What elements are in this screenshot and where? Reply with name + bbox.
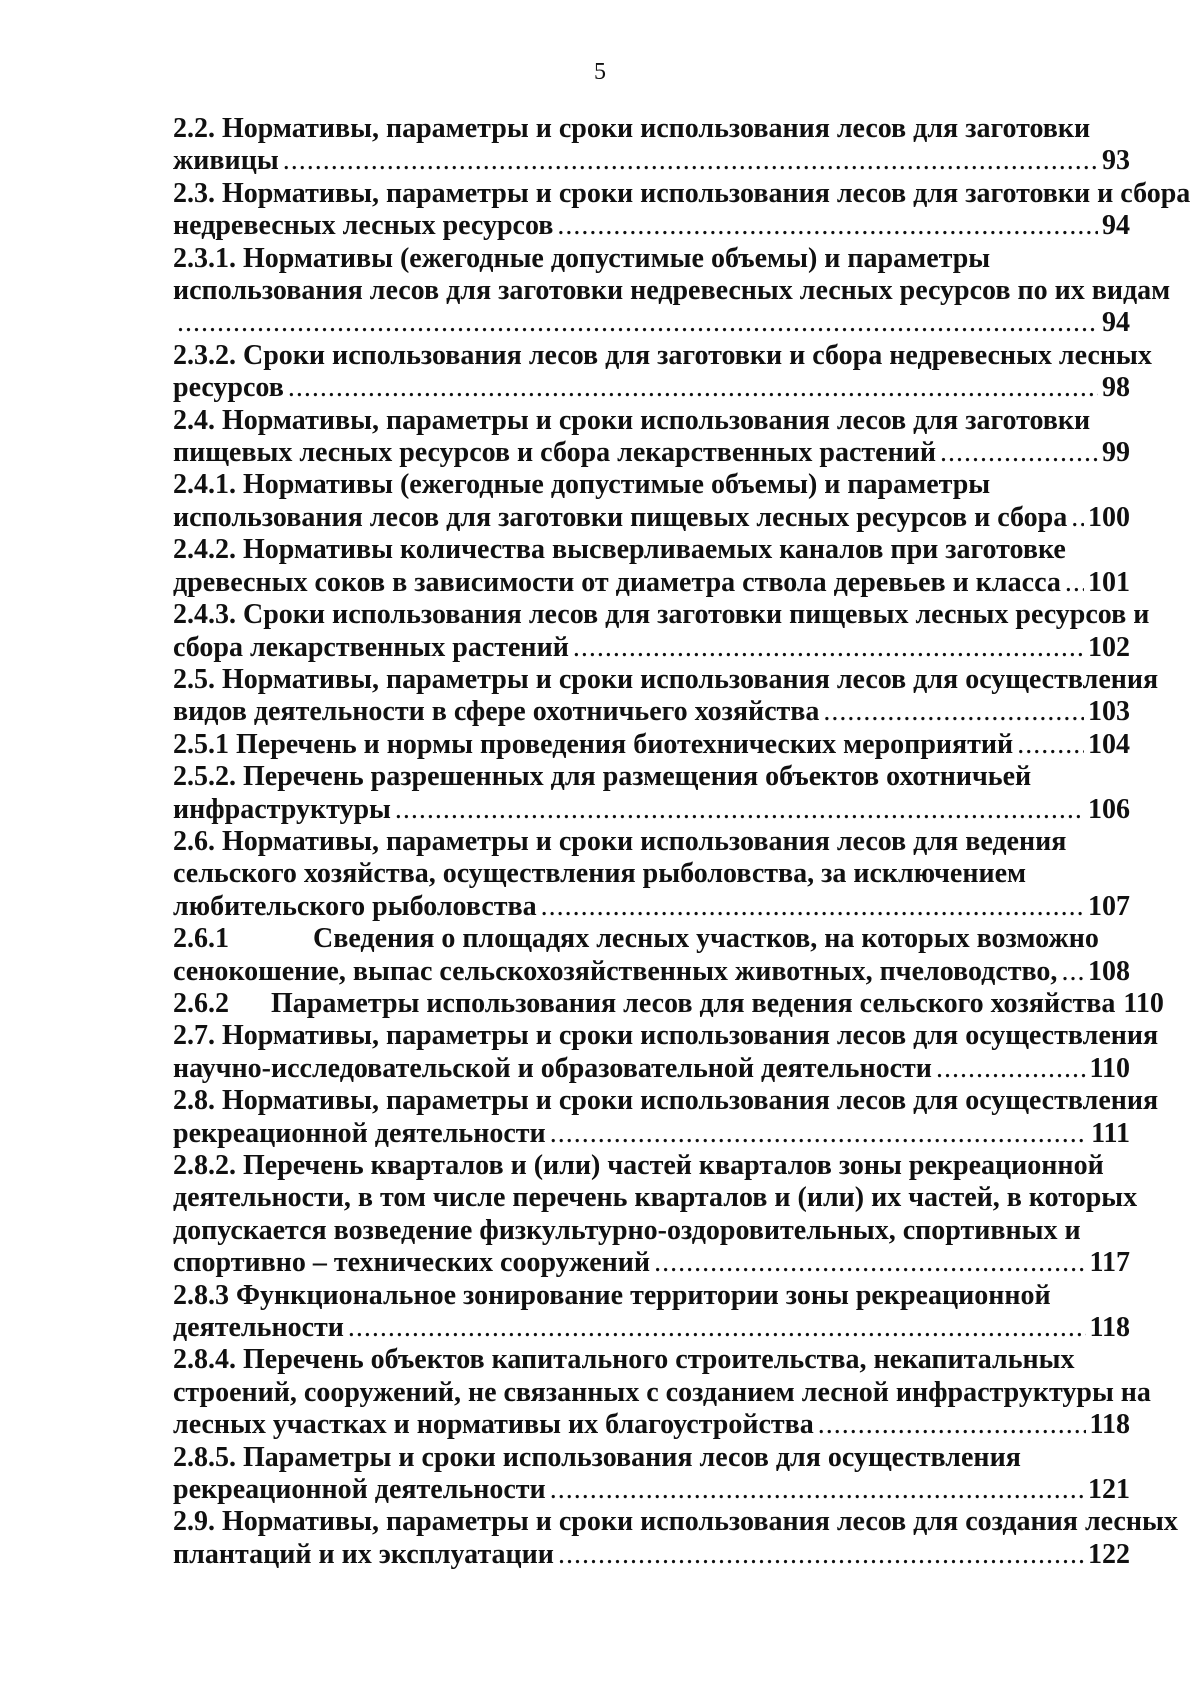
toc-entry-text-line: 2.4.3. Сроки использования лесов для заготовки пищевых лесных ресурсов и: [173, 599, 1150, 631]
toc-page-number: 118: [1089, 1312, 1130, 1344]
toc-entry-text-line: строений, сооружений, не связанных с созданием лесной инфраструктуры на: [173, 1376, 1151, 1408]
toc-entry-text-line: деятельности, в том числе перечень кварталов и (или) их частей, в которых: [173, 1182, 1138, 1214]
toc-entry-leader-line: [173, 372, 1130, 404]
dot-leader: [1071, 502, 1084, 534]
dot-leader: [177, 307, 1098, 339]
toc-entry-text-last: спортивно – технических сооружений: [173, 1247, 651, 1279]
toc-entry-text-line: 2.4.1. Нормативы (ежегодные допустимые объемы) и параметры: [173, 469, 991, 501]
dot-leader: [654, 1247, 1085, 1279]
toc-entry-text-last: инфраструктуры: [173, 793, 391, 825]
toc-page-number: 94: [1102, 307, 1130, 339]
toc-entry[interactable]: [173, 761, 1130, 826]
toc-entry-text-last: сбора лекарственных растений: [173, 631, 569, 663]
toc-entry-text-last: 2.6.2 Параметры использования лесов для ведения сельского хозяйства: [173, 987, 1116, 1019]
toc-entry-text-last: лесных участках и нормативы их благоустройства: [173, 1409, 814, 1441]
toc-entry-text-line: 2.8. Нормативы, параметры и сроки использования лесов для осуществления: [173, 1085, 1159, 1117]
toc-entry-text-last: рекреационной деятельности: [173, 1474, 546, 1506]
toc-entry-leader-line: [173, 956, 1130, 988]
dot-leader: [558, 1539, 1084, 1571]
toc-entry-leader-line: [173, 145, 1130, 177]
toc-entry-text-last: видов деятельности в сфере охотничьего хозяйства: [173, 696, 820, 728]
toc-entry[interactable]: [173, 663, 1159, 729]
toc-entry-text-line: 2.5.2. Перечень разрешенных для размещения объектов охотничьей: [173, 761, 1032, 793]
toc-entry-text-last: любительского рыболовства: [173, 890, 537, 922]
toc-entry-text-line: 2.8.4. Перечень объектов капитального строительства, некапитальных: [173, 1344, 1075, 1376]
toc-entry-text-last: древесных соков в зависимости от диаметра ствола деревьев и класса: [173, 566, 1061, 598]
toc-entry-text-last: рекреационной деятельности: [173, 1117, 546, 1149]
toc-page-number: 106: [1088, 793, 1130, 825]
toc-entry-text-last: использования лесов для заготовки пищевых лесных ресурсов и сбора: [173, 501, 1068, 533]
toc-entry-text-line: 2.9. Нормативы, параметры и сроки использования лесов для создания лесных: [173, 1506, 1178, 1538]
toc-entry-text-line: 2.8.2. Перечень кварталов и (или) частей кварталов зоны рекреационной: [173, 1150, 1104, 1181]
toc-entry-leader-line: [173, 1118, 1130, 1150]
toc-entry-text-line: 2.2. Нормативы, параметры и сроки использования лесов для заготовки: [173, 113, 1091, 144]
toc-page-number: 99: [1102, 437, 1130, 469]
toc-entry[interactable]: [173, 826, 1130, 923]
toc-page-number: 107: [1088, 890, 1130, 922]
toc-entry[interactable]: [173, 534, 1130, 599]
dot-leader: [395, 794, 1084, 826]
toc-entry[interactable]: [173, 1150, 1138, 1280]
toc-entry[interactable]: [173, 339, 1152, 405]
toc-entry-leader-line: [173, 1409, 1130, 1441]
toc-entry[interactable]: [173, 405, 1130, 470]
toc-page-number: 98: [1102, 372, 1130, 404]
toc-page-number: 110: [1123, 987, 1164, 1019]
toc-entry-text-last: деятельности: [173, 1312, 344, 1344]
toc-entry-leader-line: [173, 567, 1130, 599]
toc-entry[interactable]: [173, 113, 1130, 178]
toc-entry-leader-line: [173, 1312, 1130, 1344]
toc-entry-text-line: сельского хозяйства, осуществления рыболовства, за исключением: [173, 858, 1027, 890]
table-of-contents: [173, 113, 1191, 1571]
toc-page-number: 108: [1088, 955, 1130, 987]
toc-entry-leader-line: [173, 696, 1130, 728]
toc-entry[interactable]: [173, 1280, 1130, 1345]
toc-entry-leader-line: [173, 502, 1130, 534]
toc-entry[interactable]: [173, 987, 1164, 1020]
toc-entry-text-line: 2.5. Нормативы, параметры и сроки использования лесов для осуществления: [173, 663, 1159, 695]
toc-entry-text-last: недревесных лесных ресурсов: [173, 210, 554, 242]
dot-leader: [1017, 729, 1084, 761]
toc-entry-text-last: живицы: [173, 145, 279, 177]
toc-entry-text-line: 2.4.2. Нормативы количества высверливаемых каналов при заготовке: [173, 534, 1066, 566]
toc-entry-text-last: ресурсов: [173, 372, 284, 404]
toc-page-number: 117: [1089, 1247, 1130, 1279]
toc-entry-leader-line: [173, 1474, 1130, 1506]
toc-entry-leader-line: [173, 437, 1130, 469]
toc-page-number: 101: [1088, 566, 1130, 598]
toc-entry-leader-line: [173, 1539, 1130, 1571]
toc-entry-text-line: 2.6.1 Сведения о площадях лесных участков, на которых возможно: [173, 923, 1099, 955]
toc-entry-leader-line: [173, 729, 1130, 761]
dot-leader: [1061, 956, 1084, 988]
toc-entry-text-last: пищевых лесных ресурсов и сбора лекарственных растений: [173, 437, 936, 469]
toc-entry-text-line: 2.8.3 Функциональное зонирование территории зоны рекреационной: [173, 1279, 1051, 1311]
toc-page-number: 94: [1102, 210, 1130, 242]
toc-entry[interactable]: [173, 1506, 1178, 1571]
dot-leader: [940, 437, 1098, 469]
toc-page-number: 93: [1102, 145, 1130, 177]
dot-leader: [550, 1474, 1084, 1506]
dot-leader: [288, 372, 1098, 404]
toc-entry-text-last: 2.5.1 Перечень и нормы проведения биотехнических мероприятий: [173, 728, 1014, 760]
toc-entry-text-line: 2.3.2. Сроки использования лесов для заготовки и сбора недревесных лесных: [173, 339, 1152, 371]
toc-entry-leader-line: [173, 1247, 1130, 1279]
toc-page-number: 111: [1091, 1117, 1130, 1149]
toc-entry-text-last: сенокошение, выпас сельскохозяйственных животных, пчеловодство,: [173, 955, 1058, 987]
toc-entry[interactable]: [173, 177, 1191, 243]
toc-page-number: 118: [1089, 1409, 1130, 1441]
toc-entry-text-last: плантаций и их эксплуатации: [173, 1538, 554, 1570]
toc-entry[interactable]: [173, 1344, 1151, 1441]
dot-leader: [1065, 567, 1084, 599]
dot-leader: [823, 696, 1084, 728]
toc-entry-text-line: допускается возведение физкультурно-оздоровительных, спортивных и: [173, 1214, 1081, 1246]
toc-entry[interactable]: [173, 1020, 1159, 1085]
toc-page-number: 104: [1088, 728, 1130, 760]
page-number: 5: [594, 59, 606, 85]
toc-entry-text-line: использования лесов для заготовки недревесных лесных ресурсов по их видам: [173, 275, 1171, 307]
dot-leader: [573, 632, 1084, 664]
toc-entry-text-last: научно-исследовательской и образовательной деятельности: [173, 1052, 932, 1084]
dot-leader: [557, 210, 1098, 242]
toc-entry[interactable]: [173, 599, 1150, 664]
toc-entry-leader-line: [173, 794, 1130, 826]
toc-entry[interactable]: [173, 1442, 1130, 1507]
toc-page-number: 103: [1088, 696, 1130, 728]
dot-leader: [283, 145, 1098, 177]
toc-page-number: 110: [1089, 1052, 1130, 1084]
toc-entry[interactable]: [173, 729, 1130, 761]
dot-leader: [936, 1053, 1086, 1085]
toc-page-number: 100: [1088, 501, 1130, 533]
toc-entry-leader-line: [173, 210, 1130, 242]
toc-entry-leader-line: [173, 632, 1130, 664]
toc-page-number: 102: [1088, 631, 1130, 663]
toc-entry-leader-line: [173, 307, 1130, 339]
toc-page-number: 121: [1088, 1474, 1130, 1506]
toc-entry-text-line: 2.3. Нормативы, параметры и сроки использования лесов для заготовки и сбора: [173, 177, 1191, 209]
toc-entry-text-line: 2.7. Нормативы, параметры и сроки использования лесов для осуществления: [173, 1020, 1159, 1052]
toc-page-number: 122: [1088, 1538, 1130, 1570]
toc-entry[interactable]: [173, 1085, 1159, 1150]
dot-leader: [550, 1118, 1087, 1150]
dot-leader: [818, 1409, 1086, 1441]
toc-entry-leader-line: [173, 1053, 1130, 1085]
toc-entry-text-line: 2.3.1. Нормативы (ежегодные допустимые объемы) и параметры: [173, 242, 991, 274]
toc-entry[interactable]: [173, 242, 1171, 340]
toc-entry-text-line: 2.6. Нормативы, параметры и сроки использования лесов для ведения: [173, 825, 1067, 857]
dot-leader: [348, 1312, 1086, 1344]
toc-entry-text-line: 2.8.5. Параметры и сроки использования лесов для осуществления: [173, 1441, 1021, 1473]
dot-leader: [541, 891, 1084, 923]
toc-entry-text-line: 2.4. Нормативы, параметры и сроки использования лесов для заготовки: [173, 404, 1091, 436]
toc-entry-leader-line: [173, 987, 1164, 1020]
toc-entry-leader-line: [173, 891, 1130, 923]
toc-entry[interactable]: [173, 469, 1130, 534]
toc-entry[interactable]: [173, 923, 1130, 988]
